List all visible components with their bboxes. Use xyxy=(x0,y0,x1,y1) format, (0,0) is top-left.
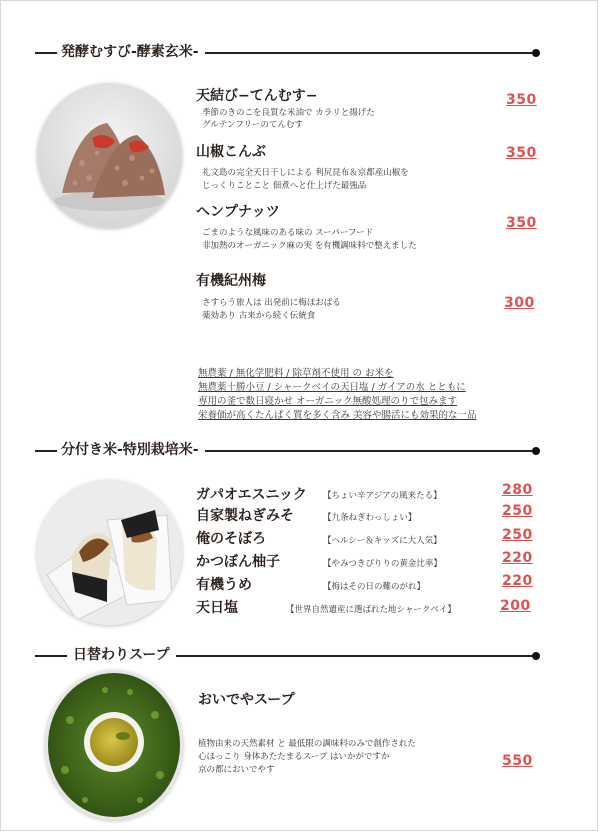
menu-item-price: 350 xyxy=(506,92,537,108)
menu-item-price: 200 xyxy=(500,598,531,614)
hakko-note-line: 無農薬十勝小豆 / シャークベイの天日塩 / ガイアの水 とともに xyxy=(198,382,466,393)
menu-item-desc: 礼文島の完全天日干しによる 利尻昆布＆京都産山椒を xyxy=(202,168,409,178)
menu-item-price: 250 xyxy=(502,527,533,543)
wrapped-onigiri-photo xyxy=(37,480,182,625)
menu-item-desc: 植物由来の天然素材 と 最低限の調味料のみで創作された xyxy=(198,739,416,749)
menu-item-price: 220 xyxy=(502,550,533,566)
menu-item-price: 250 xyxy=(502,503,533,519)
menu-item-desc: ごまのような風味のある味の スーパーフード xyxy=(202,228,374,238)
menu-item-desc: 非加熱のオーガニック麻の実 を有機調味料で整えました xyxy=(202,241,417,251)
section-header-bunzuki xyxy=(35,442,540,458)
menu-item-tag: 【やみつきぴりりの黄金比率】 xyxy=(323,559,442,569)
header-dot xyxy=(532,447,540,455)
onigiri-illustration xyxy=(37,83,182,228)
menu-item-tag: 【梅はその日の難のがれ】 xyxy=(323,582,426,592)
section-title: 分付き米-特別栽培米- xyxy=(61,442,205,458)
menu-item-name: 自家製ねぎみそ xyxy=(196,508,294,524)
menu-item-price: 350 xyxy=(506,215,537,231)
header-dot xyxy=(532,49,540,57)
section-header-soup xyxy=(35,647,540,663)
menu-item-desc: さすらう旅人は 出発前に梅ほおばる xyxy=(202,298,341,308)
menu-item-desc: じっくりことこと 佃煮へと仕上げた最強品 xyxy=(202,181,367,191)
header-rule xyxy=(205,450,534,452)
header-rule-lead xyxy=(35,655,67,657)
menu-item-name: ガパオエスニック xyxy=(196,487,307,503)
menu-item-desc: 季節のきのこを良質な米油で カラリと揚げた xyxy=(202,108,375,118)
menu-item-name: 俺のそぼろ xyxy=(196,531,266,547)
menu-item-desc: 薬効あり 古来から続く伝統食 xyxy=(202,311,316,321)
menu-item-desc: 心ほっこり 身体あたたまるスープ はいかがですか xyxy=(198,752,390,762)
section-title: 日替わりスープ xyxy=(73,647,176,663)
menu-item-tag: 【世界自然遺産に選ばれた地シャークベイ】 xyxy=(286,605,456,615)
menu-item-name: 天結び−てんむす− xyxy=(196,88,318,104)
menu-item-name: ヘンプナッツ xyxy=(196,204,280,220)
soup-illustration xyxy=(45,670,183,820)
menu-item-desc: 京の都においでやす xyxy=(198,765,275,775)
menu-item-price: 300 xyxy=(504,295,535,311)
menu-item-tag: 【ヘルシー＆キッズに大人気】 xyxy=(323,536,442,546)
menu-item-name: かつぼん柚子 xyxy=(196,554,280,570)
onigiri-photo xyxy=(37,83,182,228)
soup-photo xyxy=(45,670,183,820)
menu-item-name: 山椒こんぶ xyxy=(196,144,266,160)
menu-item-price: 350 xyxy=(506,145,537,161)
menu-item-name: 有機うめ xyxy=(196,577,252,593)
menu-item-tag: 【ちょい辛アジアの風来たる】 xyxy=(323,491,442,501)
hakko-note-line: 無農薬 / 無化学肥料 / 除草剤不使用 の お米を xyxy=(198,368,394,379)
menu-item-name: 有機紀州梅 xyxy=(196,273,266,289)
menu-item-name: おいでやスープ xyxy=(198,692,295,708)
section-header-hakko xyxy=(35,44,540,60)
menu-item-tag: 【九条ねぎわっしょい】 xyxy=(323,513,417,523)
wrapped-onigiri-illustration xyxy=(37,480,182,625)
menu-item-price: 550 xyxy=(502,753,533,769)
header-rule xyxy=(205,52,534,54)
menu-item-desc: グルテンフリーのてんむす xyxy=(202,120,303,130)
menu-item-name: 天日塩 xyxy=(196,600,238,616)
hakko-note-line: 専用の釜で数日寝かせ オーガニック無酸処理のりで包みます xyxy=(198,396,457,407)
section-title: 発酵むすび-酵素玄米- xyxy=(61,44,205,60)
menu-item-price: 280 xyxy=(502,482,533,498)
header-rule-lead xyxy=(35,52,57,54)
header-rule xyxy=(176,655,534,657)
header-rule-lead xyxy=(35,450,57,452)
menu-item-price: 220 xyxy=(502,573,533,589)
header-dot xyxy=(532,652,540,660)
hakko-note-line: 栄養価が高くたんぱく質を多く含み 美容や腸活にも効果的な一品 xyxy=(198,410,477,421)
